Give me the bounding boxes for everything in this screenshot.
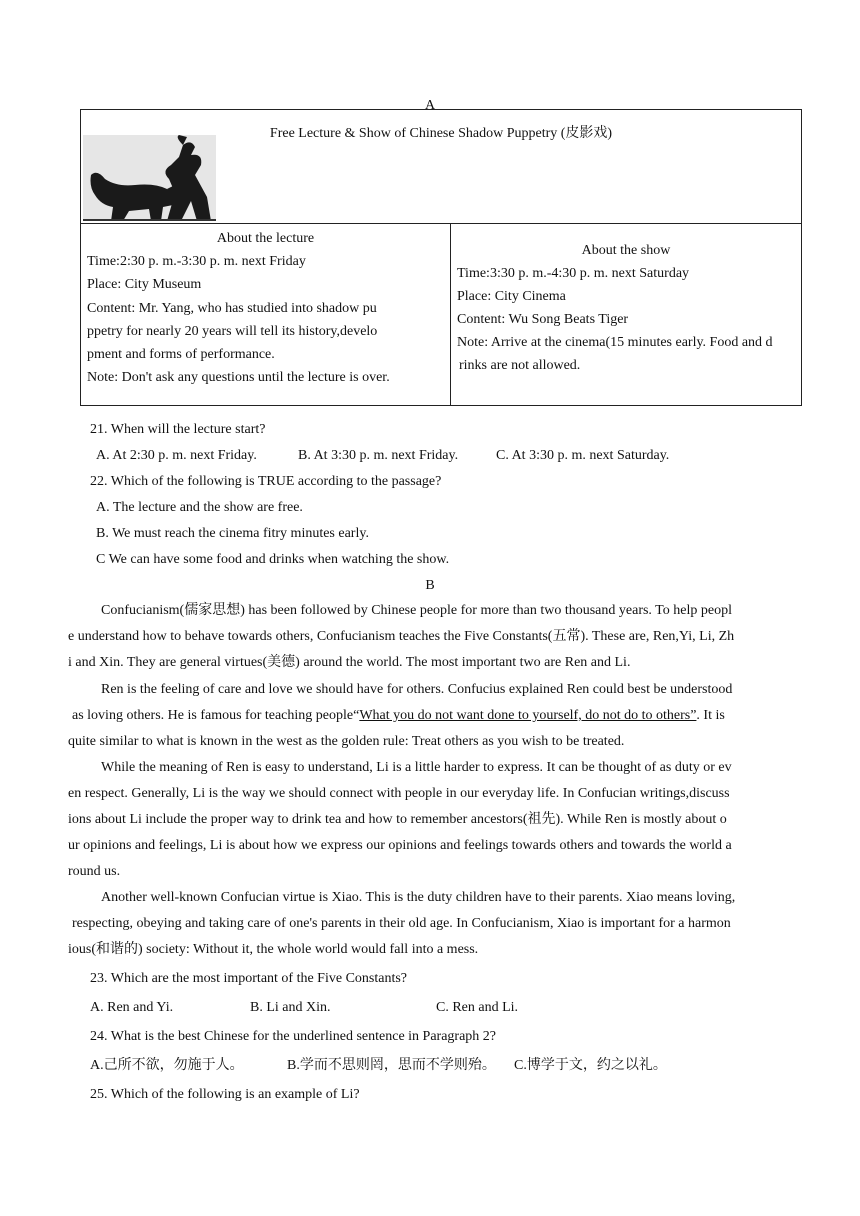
lecture-cell [81, 224, 451, 405]
passage-line: Another well-known Confucian virtue is Xiao. This is the duty children have to their parents. Xiao means loving, [101, 890, 736, 905]
question-23-option-c: C. Ren and Li. [436, 1000, 519, 1015]
question-24-stem: 24. What is the best Chinese for the underlined sentence in Paragraph 2? [90, 1029, 497, 1044]
underlined-sentence: What you do not want done to yourself, do not do to others” [359, 708, 697, 723]
show-note-line-2: rinks are not allowed. [459, 358, 581, 373]
passage-line: e understand how to behave towards others, Confucianism teaches the Five Constants(五常). These are, Ren,Yi, Li, Zh [68, 629, 735, 644]
question-22-option-a: A. The lecture and the show are free. [96, 500, 303, 515]
question-25-stem: 25. Which of the following is an example of Li? [90, 1087, 360, 1102]
passage-line: en respect. Generally, Li is the way we should connect with people in our everyday life. In Confucian writings,discuss [68, 786, 730, 801]
question-22-option-c: C We can have some food and drinks when watching the show. [96, 552, 450, 567]
show-note-line-1: Note: Arrive at the cinema(15 minutes early. Food and d [457, 335, 773, 350]
passage-line: ur opinions and feelings, Li is about how we express our opinions and feelings towards others and towards the world a [68, 838, 732, 853]
notice-header [81, 110, 801, 224]
question-21-option-c: C. At 3:30 p. m. next Saturday. [496, 448, 670, 463]
question-21-stem: 21. When will the lecture start? [90, 422, 266, 437]
lecture-heading: About the lecture [216, 231, 315, 246]
lecture-content-line-2: ppetry for nearly 20 years will tell its history,develo [87, 324, 378, 339]
question-24-option-b: B.学而不思则罔，思而不学则殆。 [287, 1058, 496, 1073]
passage-line: Confucianism(儒家思想) has been followed by Chinese people for more than two thousand years. To help peopl [101, 603, 732, 618]
question-23-option-a: A. Ren and Yi. [90, 1000, 174, 1015]
passage-line: While the meaning of Ren is easy to understand, Li is a little harder to express. It can be thought of as duty or ev [101, 760, 732, 775]
question-23-option-b: B. Li and Xin. [250, 1000, 331, 1015]
passage-text: . It is [696, 708, 725, 723]
question-21-option-a: A. At 2:30 p. m. next Friday. [96, 448, 257, 463]
question-22-stem: 22. Which of the following is TRUE according to the passage? [90, 474, 442, 489]
question-22-option-b: B. We must reach the cinema fitry minutes early. [96, 526, 369, 541]
show-place: Place: City Cinema [457, 289, 566, 304]
question-23-stem: 23. Which are the most important of the Five Constants? [90, 971, 408, 986]
question-21-option-b: B. At 3:30 p. m. next Friday. [298, 448, 459, 463]
lecture-content-line-1: Content: Mr. Yang, who has studied into shadow pu [87, 301, 377, 316]
lecture-content-line-3: pment and forms of performance. [87, 347, 275, 362]
show-content: Content: Wu Song Beats Tiger [457, 312, 629, 327]
passage-line: round us. [68, 864, 121, 879]
question-24-option-a: A.己所不欲，勿施于人。 [90, 1058, 244, 1073]
section-a-label: A [424, 98, 436, 113]
lecture-time: Time:2:30 p. m.-3:30 p. m. next Friday [87, 254, 306, 269]
passage-line: ious(和谐的) society: Without it, the whole world would fall into a mess. [68, 942, 479, 957]
passage-line: respecting, obeying and taking care of one's parents in their old age. In Confucianism, Xiao is important for a harmon [72, 916, 731, 931]
lecture-note: Note: Don't ask any questions until the lecture is over. [87, 370, 390, 385]
show-heading: About the show [581, 243, 671, 258]
shadow-puppet-image [83, 135, 216, 221]
passage-line: ions about Li include the proper way to drink tea and how to remember ancestors(祖先). While Ren is mostly about o [68, 812, 727, 827]
notice-title: Free Lecture & Show of Chinese Shadow Puppetry (皮影戏) [269, 126, 613, 141]
show-cell [451, 224, 801, 405]
notice-table [80, 109, 802, 406]
question-24-option-c: C.博学于文，约之以礼。 [514, 1058, 667, 1073]
passage-line [72, 707, 725, 725]
lecture-place: Place: City Museum [87, 277, 202, 292]
passage-line: quite similar to what is known in the west as the golden rule: Treat others as you wish to be treated. [68, 734, 625, 749]
passage-line: Ren is the feeling of care and love we should have for others. Confucius explained Ren could best be understood [101, 682, 733, 697]
section-b-label: B [425, 578, 435, 593]
passage-line: i and Xin. They are general virtues(美德) around the world. The most important two are Ren and Li. [68, 655, 631, 670]
show-time: Time:3:30 p. m.-4:30 p. m. next Saturday [457, 266, 690, 281]
passage-text: as loving others. He is famous for teaching people“ [72, 708, 360, 723]
